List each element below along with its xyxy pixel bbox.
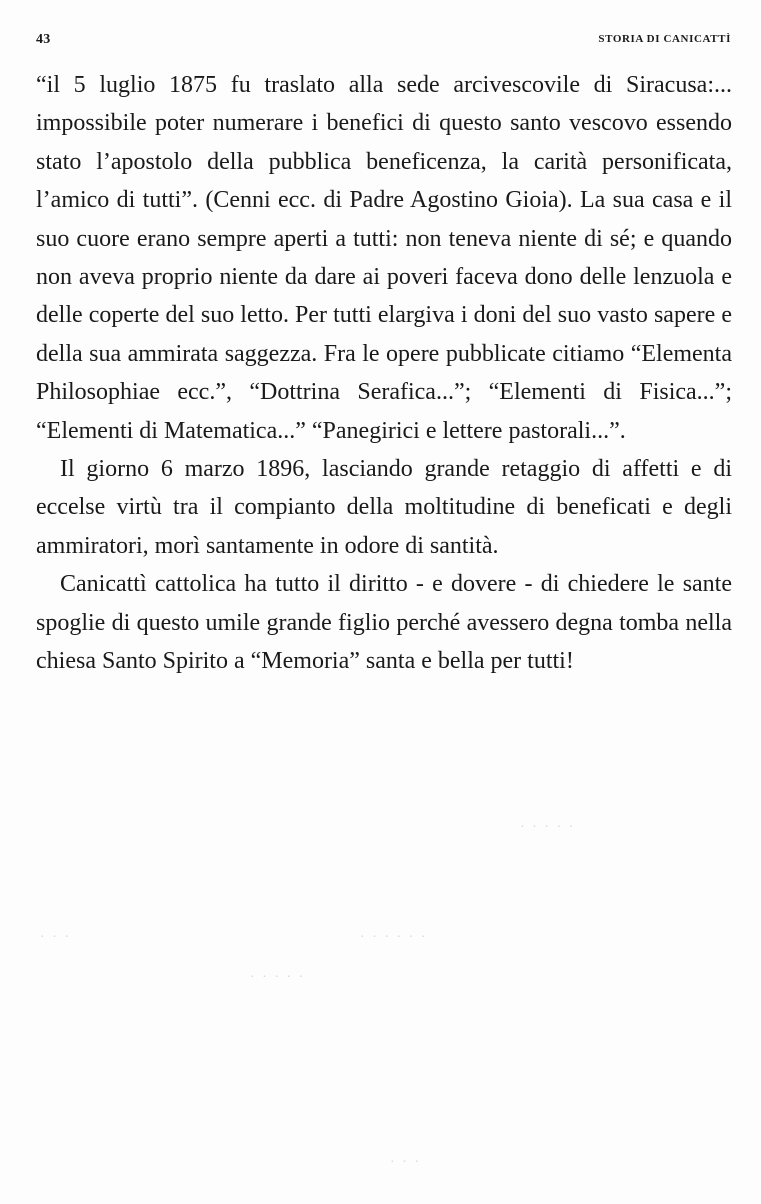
- running-head: [36, 32, 731, 52]
- paragraph-death: Il giorno 6 marzo 1896, lasciando grande retaggio di affetti e di eccelse virtù tra il compianto della moltitudine di beneficati e degli ammiratori, morì santamente in odore di santità.: [36, 456, 732, 559]
- bleed-through-mark: · · · · · ·: [360, 930, 428, 945]
- bleed-through-mark: · · · · ·: [520, 820, 576, 835]
- bleed-through-mark: · · ·: [390, 1155, 421, 1170]
- bleed-through-mark: · · ·: [40, 930, 71, 945]
- paragraph-canicatti: Canicattì cattolica ha tutto il diritto - e dovere - di chiedere le sante spoglie di questo umile grande figlio perché avessero degna tomba nella chiesa Santo Spirito a “Memoria” santa e bella per tutti!: [36, 571, 732, 675]
- bleed-through-mark: · · · · ·: [250, 970, 306, 985]
- paragraph-quote: “il 5 luglio 1875 fu traslato alla sede arcivescovile di Siracusa:... impossibile poter numerare i benefici di questo santo vescovo essendo stato l’apostolo della pubblica beneficenza, la carità personificata, l’amico di tutti”. (Cenni ecc. di Padre Agostino Gioia). La sua casa e il suo cuore erano sempre aperti a tutti: non teneva niente di sé; e quando non aveva proprio niente da dare ai poveri faceva dono delle lenzuola e delle coperte del suo letto. Per tutti elargiva i doni del suo vasto sapere e della sua ammirata saggezza. Fra le opere pubblicate citiamo “Elementa Philosophiae ecc.”, “Dottrina Serafica...”; “Elementi di Fisica...”; “Elementi di Matematica...” “Panegirici e lettere pastorali...”.: [36, 72, 732, 444]
- page-number: 43: [36, 32, 51, 47]
- body-text: [36, 66, 732, 681]
- running-title: STORIA DI CANICATTÌ: [598, 33, 731, 45]
